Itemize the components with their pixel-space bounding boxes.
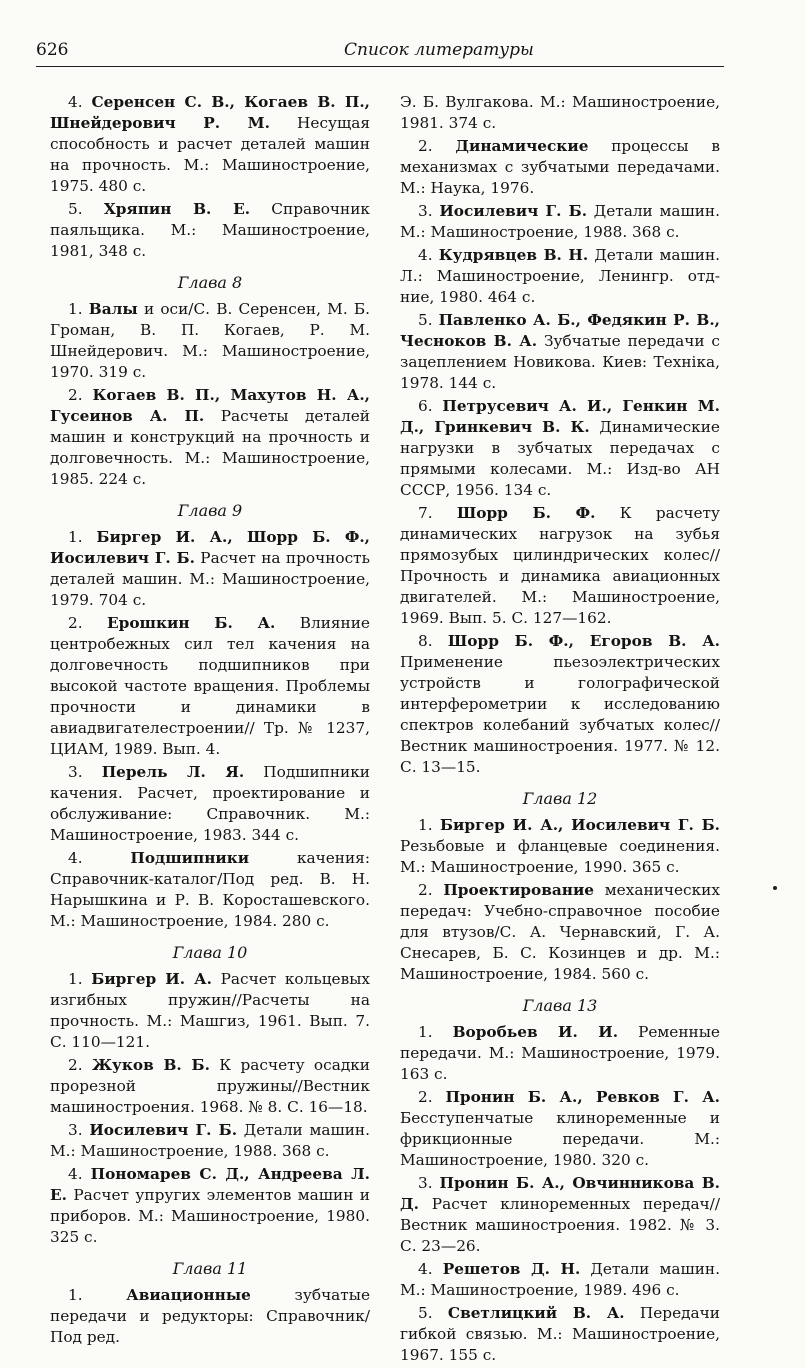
reference-number: 3. — [418, 202, 433, 220]
chapter-heading: Глава 11 — [172, 1259, 248, 1278]
reference-text: Влияние центробежных сил тел качения на долговечность подшипников при высокой частоте вращения. Проблемы прочности и динамики в авиадвигателестроении// Тр. № 1237, ЦИАМ, 1989. Вып. 4. — [50, 614, 370, 758]
reference-text: Расчет на прочность деталей машин. М.: Машиностроение, 1979. 704 с. — [50, 549, 370, 609]
reference-authors: Кудрявцев В. Н. — [438, 246, 589, 264]
reference-text: Детали машин. Л.: Машиностроение, Ленингр. отд-ние, 1980. 464 с. — [400, 246, 720, 306]
reference-continuation: Э. Б. Вулгакова. М.: Машиностроение, 1981. 374 с. — [400, 93, 720, 132]
reference-text: К расчету динамических нагрузок на зубья прямозубых цилиндрических колес//Прочность и динамика авиационных двигателей. М.: Машиностроение, 1969. Вып. 5. С. 127—162. — [400, 504, 720, 627]
reference-entry — [400, 631, 720, 778]
reference-authors: Перель Л. Я. — [101, 763, 245, 781]
reference-entry — [50, 1055, 370, 1118]
left-column — [50, 92, 370, 1350]
reference-number: 4. — [68, 93, 83, 111]
chapter-heading: Глава 10 — [172, 943, 248, 962]
reference-number: 8. — [418, 632, 433, 650]
reference-authors: Авиационные — [126, 1286, 251, 1304]
reference-number: 4. — [68, 849, 83, 867]
reference-entry — [400, 201, 720, 243]
reference-number: 1. — [418, 816, 433, 834]
reference-number: 4. — [418, 1260, 433, 1278]
reference-number: 1. — [68, 1286, 83, 1304]
reference-text: К расчету осадки прорезной пружины//Вестник машиностроения. 1968. № 8. С. 16—18. — [50, 1056, 370, 1116]
reference-authors: Жуков В. Б. — [91, 1056, 210, 1074]
reference-authors: Валы — [88, 300, 138, 318]
reference-text: процессы в механизмах с зубчатыми передачами. М.: Наука, 1976. — [400, 137, 720, 197]
reference-authors: Ерошкин Б. А. — [106, 614, 276, 632]
reference-entry — [50, 199, 370, 262]
reference-text: Детали машин. М.: Машиностроение, 1988. 368 с. — [400, 202, 720, 241]
chapter-heading: Глава 9 — [177, 501, 243, 520]
reference-number: 3. — [68, 1121, 83, 1139]
reference-entry — [50, 613, 370, 760]
reference-authors: Динамические — [455, 137, 589, 155]
reference-text: Справочник паяльщика. М.: Машиностроение, 1981, 348 с. — [50, 200, 370, 260]
reference-authors: Решетов Д. Н. — [442, 1260, 581, 1278]
reference-text: Подшипники качения. Расчет, проектирование и обслуживание: Справочник. М.: Машиностроение, 1983. 344 с. — [50, 763, 370, 844]
reference-text: Бесступенчатые клиноременные и фрикционные передачи. М.: Машиностроение, 1980. 320 с. — [400, 1109, 720, 1169]
reference-authors: Иосилевич Г. Б. — [439, 202, 588, 220]
reference-entry — [400, 880, 720, 985]
reference-number: 1. — [418, 1023, 433, 1041]
reference-number: 1. — [68, 970, 83, 988]
reference-number: 3. — [418, 1174, 433, 1192]
reference-number: 4. — [68, 1165, 83, 1183]
reference-entry — [400, 1303, 720, 1366]
reference-authors: Иосилевич Г. Б. — [89, 1121, 238, 1139]
reference-text: Расчет клиноременных передач//Вестник машиностроения. 1982. № 3. С. 23—26. — [400, 1195, 720, 1255]
reference-entry — [50, 969, 370, 1053]
reference-text: Детали машин. М.: Машиностроение, 1989. 496 с. — [400, 1260, 720, 1299]
reference-entry — [50, 1285, 370, 1348]
reference-authors: Петрусевич А. И., Генкин М. Д., Гринкевич В. К. — [400, 397, 720, 436]
reference-entry — [400, 245, 720, 308]
reference-text: Динамические нагрузки в зубчатых передачах с прямыми колесами. М.: Изд-во АН СССР, 1956. 134 с. — [400, 418, 720, 499]
reference-authors: Серенсен С. В., Когаев В. П., Шнейдерович Р. М. — [50, 93, 370, 132]
reference-text: Детали машин. М.: Машиностроение, 1988. 368 с. — [50, 1121, 370, 1160]
reference-authors: Шорр Б. Ф., Егоров В. А. — [447, 632, 720, 650]
reference-number: 5. — [418, 311, 433, 329]
reference-entry — [400, 136, 720, 199]
reference-entry — [50, 1164, 370, 1248]
chapter-heading: Глава 12 — [522, 789, 598, 808]
reference-authors: Шорр Б. Ф. — [456, 504, 596, 522]
reference-text: зубчатые передачи и редукторы: Справочник/Под ред. — [50, 1286, 370, 1346]
reference-entry — [400, 1173, 720, 1257]
reference-number: 1. — [68, 528, 83, 546]
reference-text: механических передач: Учебно-справочное пособие для втузов/С. А. Чернавский, Г. А. Снесарев, Б. С. Козинцев и др. М.: Машиностроение, 1984. 560 с. — [400, 881, 720, 983]
reference-authors: Пономарев С. Д., Андреева Л. Е. — [50, 1165, 370, 1204]
reference-text: Передачи гибкой связью. М.: Машиностроение, 1967. 155 с. — [400, 1304, 720, 1364]
reference-entry — [50, 527, 370, 611]
reference-authors: Проектирование — [443, 881, 595, 899]
reference-entry — [50, 299, 370, 383]
reference-number: 2. — [418, 881, 433, 899]
margin-dot — [773, 886, 777, 890]
reference-text: Зубчатые передачи с зацеплением Новикова. Киев: Техніка, 1978. 144 с. — [400, 332, 720, 392]
reference-entry — [400, 310, 720, 394]
reference-authors: Хряпин В. Е. — [103, 200, 251, 218]
reference-number: 6. — [418, 397, 433, 415]
reference-authors: Пронин Б. А., Овчинникова В. Д. — [400, 1174, 720, 1213]
reference-text: Расчеты деталей машин и конструкций на прочность и долговечность. М.: Машиностроение, 1985. 224 с. — [50, 407, 370, 488]
reference-authors: Биргер И. А., Шорр Б. Ф., Иосилевич Г. Б. — [50, 528, 370, 567]
reference-entry — [50, 848, 370, 932]
reference-number: 2. — [68, 614, 83, 632]
reference-entry — [400, 1087, 720, 1171]
reference-entry — [400, 396, 720, 501]
reference-entry — [400, 503, 720, 629]
running-title: Список литературы — [344, 40, 534, 60]
reference-entry — [50, 1120, 370, 1162]
page-header — [36, 36, 724, 67]
reference-authors: Светлицкий В. А. — [447, 1304, 625, 1322]
reference-number: 2. — [68, 386, 83, 404]
reference-text: Резьбовые и фланцевые соединения. М.: Машиностроение, 1990. 365 с. — [400, 837, 720, 876]
reference-number: 1. — [68, 300, 83, 318]
reference-number: 7. — [418, 504, 433, 522]
chapter-heading: Глава 8 — [177, 273, 243, 292]
reference-text: качения: Справочник-каталог/Под ред. В. Н. Нарышкина и Р. В. Коросташевского. М.: Машиностроение, 1984. 280 с. — [50, 849, 370, 930]
chapter-heading: Глава 13 — [522, 996, 598, 1015]
reference-entry — [400, 1259, 720, 1301]
reference-number: 4. — [418, 246, 433, 264]
reference-number: 5. — [68, 200, 83, 218]
reference-authors: Павленко А. Б., Федякин Р. В., Чесноков В. А. — [400, 311, 720, 350]
reference-authors: Воробьев И. И. — [452, 1023, 619, 1041]
right-column — [400, 92, 720, 1368]
reference-number: 2. — [418, 137, 433, 155]
reference-entry — [50, 92, 370, 197]
reference-authors: Пронин Б. А., Ревков Г. А. — [445, 1088, 720, 1106]
reference-authors: Биргер И. А. — [91, 970, 212, 988]
reference-entry — [50, 385, 370, 490]
reference-text: Применение пьезоэлектрических устройств и голографической интерферометрии к исследованию спектров колебаний зубчатых колес//Вестник машиностроения. 1977. № 12. С. 13—15. — [400, 653, 720, 776]
reference-text: Расчет кольцевых изгибных пружин//Расчеты на прочность. М.: Машгиз, 1961. Вып. 7. С. 110—121. — [50, 970, 370, 1051]
reference-number: 5. — [418, 1304, 433, 1322]
reference-entry — [50, 762, 370, 846]
reference-entry — [400, 1022, 720, 1085]
page-number: 626 — [36, 40, 69, 60]
reference-authors: Подшипники — [130, 849, 250, 867]
reference-authors: Когаев В. П., Махутов Н. А., Гусеинов А. П. — [50, 386, 370, 425]
reference-entry — [400, 815, 720, 878]
reference-text: Расчет упругих элементов машин и приборов. М.: Машиностроение, 1980. 325 с. — [50, 1186, 370, 1246]
reference-text: и оси/С. В. Серенсен, М. Б. Громан, В. П. Когаев, Р. М. Шнейдерович. М.: Машиностроение, 1970. 319 с. — [50, 300, 370, 381]
reference-number: 3. — [68, 763, 83, 781]
reference-number: 2. — [68, 1056, 83, 1074]
reference-number: 2. — [418, 1088, 433, 1106]
reference-authors: Биргер И. А., Иосилевич Г. Б. — [439, 816, 721, 834]
reference-text: Ременные передачи. М.: Машиностроение, 1979. 163 с. — [400, 1023, 720, 1083]
reference-text: Несущая способность и расчет деталей машин на прочность. М.: Машиностроение, 1975. 480 с. — [50, 114, 370, 195]
